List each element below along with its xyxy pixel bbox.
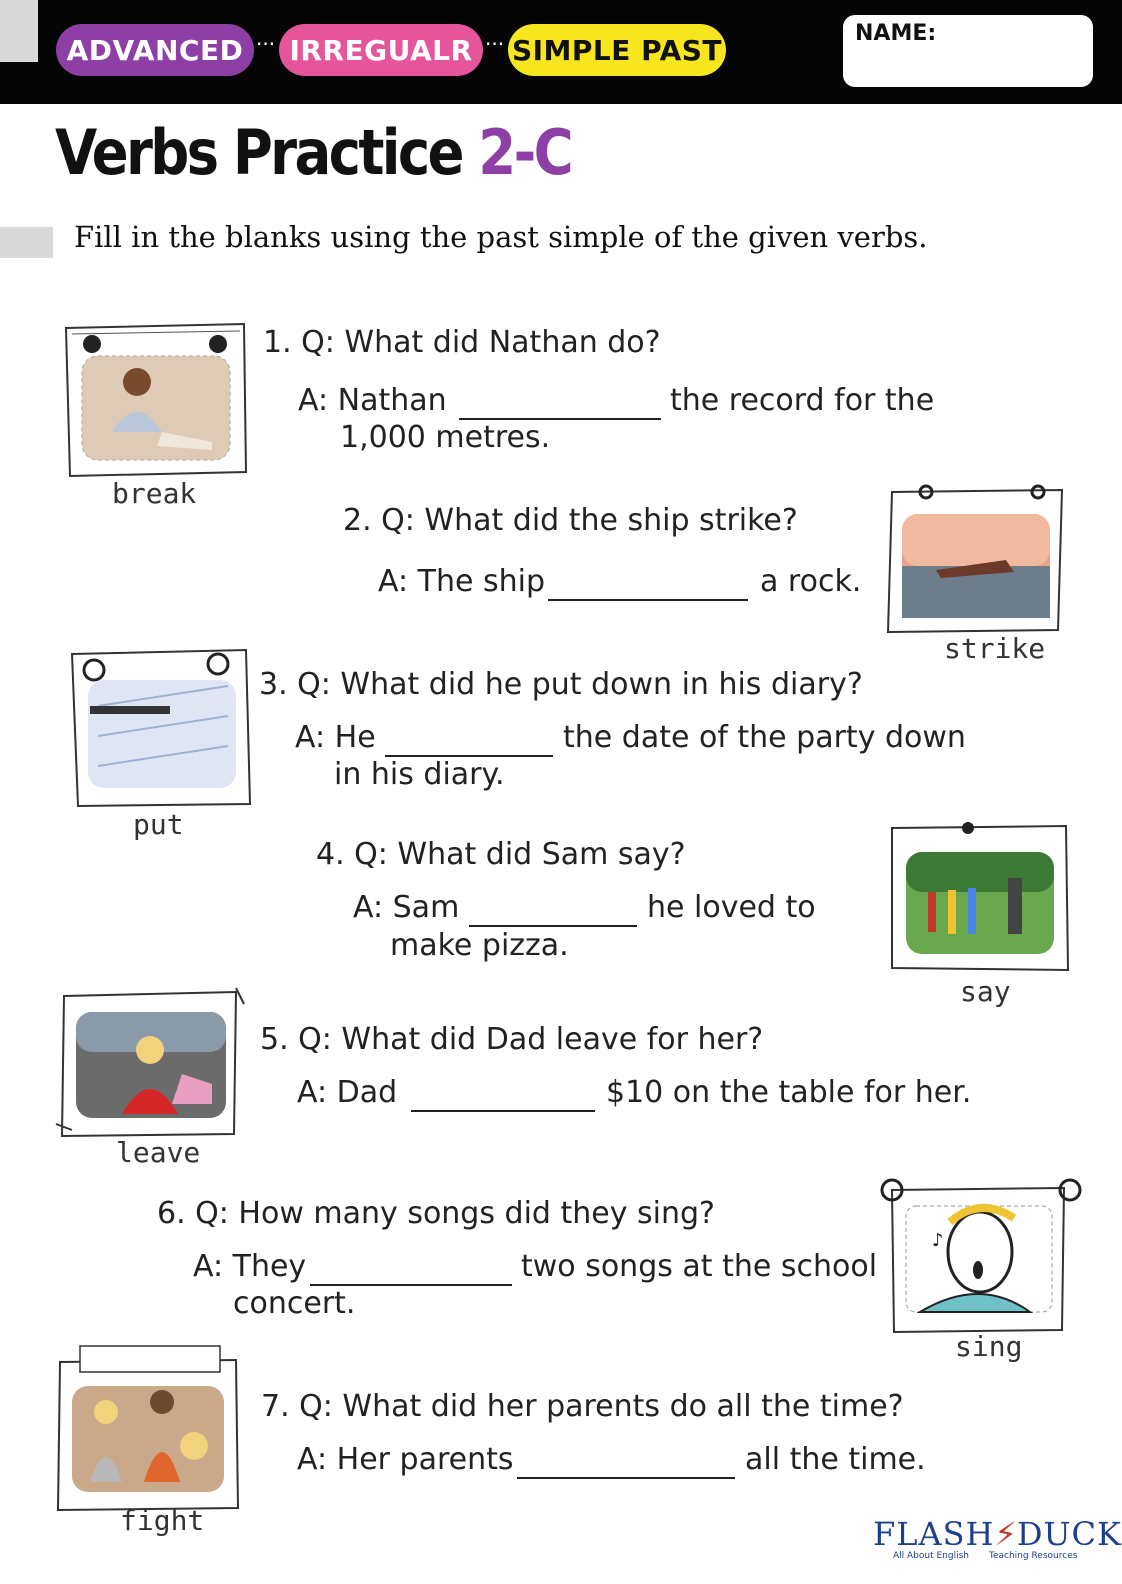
photo-frame-put [68,646,252,810]
photo-frame-leave [52,984,248,1142]
answer-blank-7[interactable] [517,1477,735,1479]
answer-4-start: A: Sam [353,890,460,925]
answer-1-end: the record for the [670,383,935,418]
tag-irregular: IRREGUALR [279,24,483,76]
title-main: Verbs Practice [55,116,479,189]
answer-1-start: A: Nathan [298,383,447,418]
answer-blank-5[interactable] [411,1110,595,1112]
answer-6-cont: concert. [233,1286,356,1321]
corner-tab [0,0,38,62]
instruction-marker [0,227,53,258]
logo-sub-left: All About English [893,1551,969,1561]
answer-5-start: A: Dad [297,1075,398,1110]
answer-blank-2[interactable] [548,599,748,601]
photo-frame-say [888,822,1070,974]
svg-text:♪: ♪ [932,1230,944,1251]
answer-5-end: $10 on the table for her. [606,1075,972,1110]
answer-3-start: A: He [295,720,376,755]
verb-hint-leave: leave [116,1136,201,1169]
answer-7-end: all the time. [745,1442,926,1477]
photo-frame-sing [880,1176,1082,1336]
answer-6-end: two songs at the school [521,1249,878,1284]
page-title [55,116,571,189]
answer-blank-4[interactable] [469,925,637,927]
answer-2-end: a rock. [760,564,862,599]
question-1: 1. Q: What did Nathan do? [263,325,661,360]
question-7: 7. Q: What did her parents do all the time? [261,1389,904,1424]
logo-text-left: FLASH [873,1515,995,1553]
answer-4-end: he loved to [647,890,816,925]
verb-hint-break: break [112,477,197,510]
photo-frame-strike [886,474,1066,634]
answer-7-start: A: Her parents [297,1442,514,1477]
question-5: 5. Q: What did Dad leave for her? [260,1022,764,1057]
question-3: 3. Q: What did he put down in his diary? [259,667,863,702]
photo-frame-fight [54,1342,242,1514]
question-4: 4. Q: What did Sam say? [316,837,686,872]
logo-text-right: DUCK [1016,1515,1122,1553]
answer-6-start: A: They [193,1249,307,1284]
question-6: 6. Q: How many songs did they sing? [157,1196,715,1231]
verb-hint-strike: strike [944,632,1046,665]
instruction-text: Fill in the blanks using the past simple of the given verbs. [74,220,928,254]
photo-frame-break [62,322,250,480]
flash-duck-logo [873,1515,1122,1567]
tag-separator: ··· [256,32,276,56]
verb-hint-fight: fight [120,1504,205,1537]
logo-sub-right: Teaching Resources [989,1551,1078,1561]
title-accent: 2-C [478,116,571,189]
tag-advanced: ADVANCED [56,24,254,76]
answer-3-end: the date of the party down [563,720,966,755]
verb-hint-put: put [133,808,184,841]
answer-4-cont: make pizza. [390,928,569,963]
tag-simple-past: SIMPLE PAST [508,24,726,76]
header-bar [0,0,1122,104]
verb-hint-say: say [960,975,1011,1008]
verb-hint-sing: sing [955,1330,1023,1363]
tag-separator: ··· [485,32,505,56]
answer-3-cont: in his diary. [334,757,505,792]
answer-2-start: A: The ship [378,564,545,599]
name-field[interactable] [843,15,1093,87]
lightning-icon: ⚡ [994,1515,1017,1553]
answer-1-cont: 1,000 metres. [340,420,551,455]
question-2: 2. Q: What did the ship strike? [343,503,798,538]
name-label: NAME: [855,21,937,46]
